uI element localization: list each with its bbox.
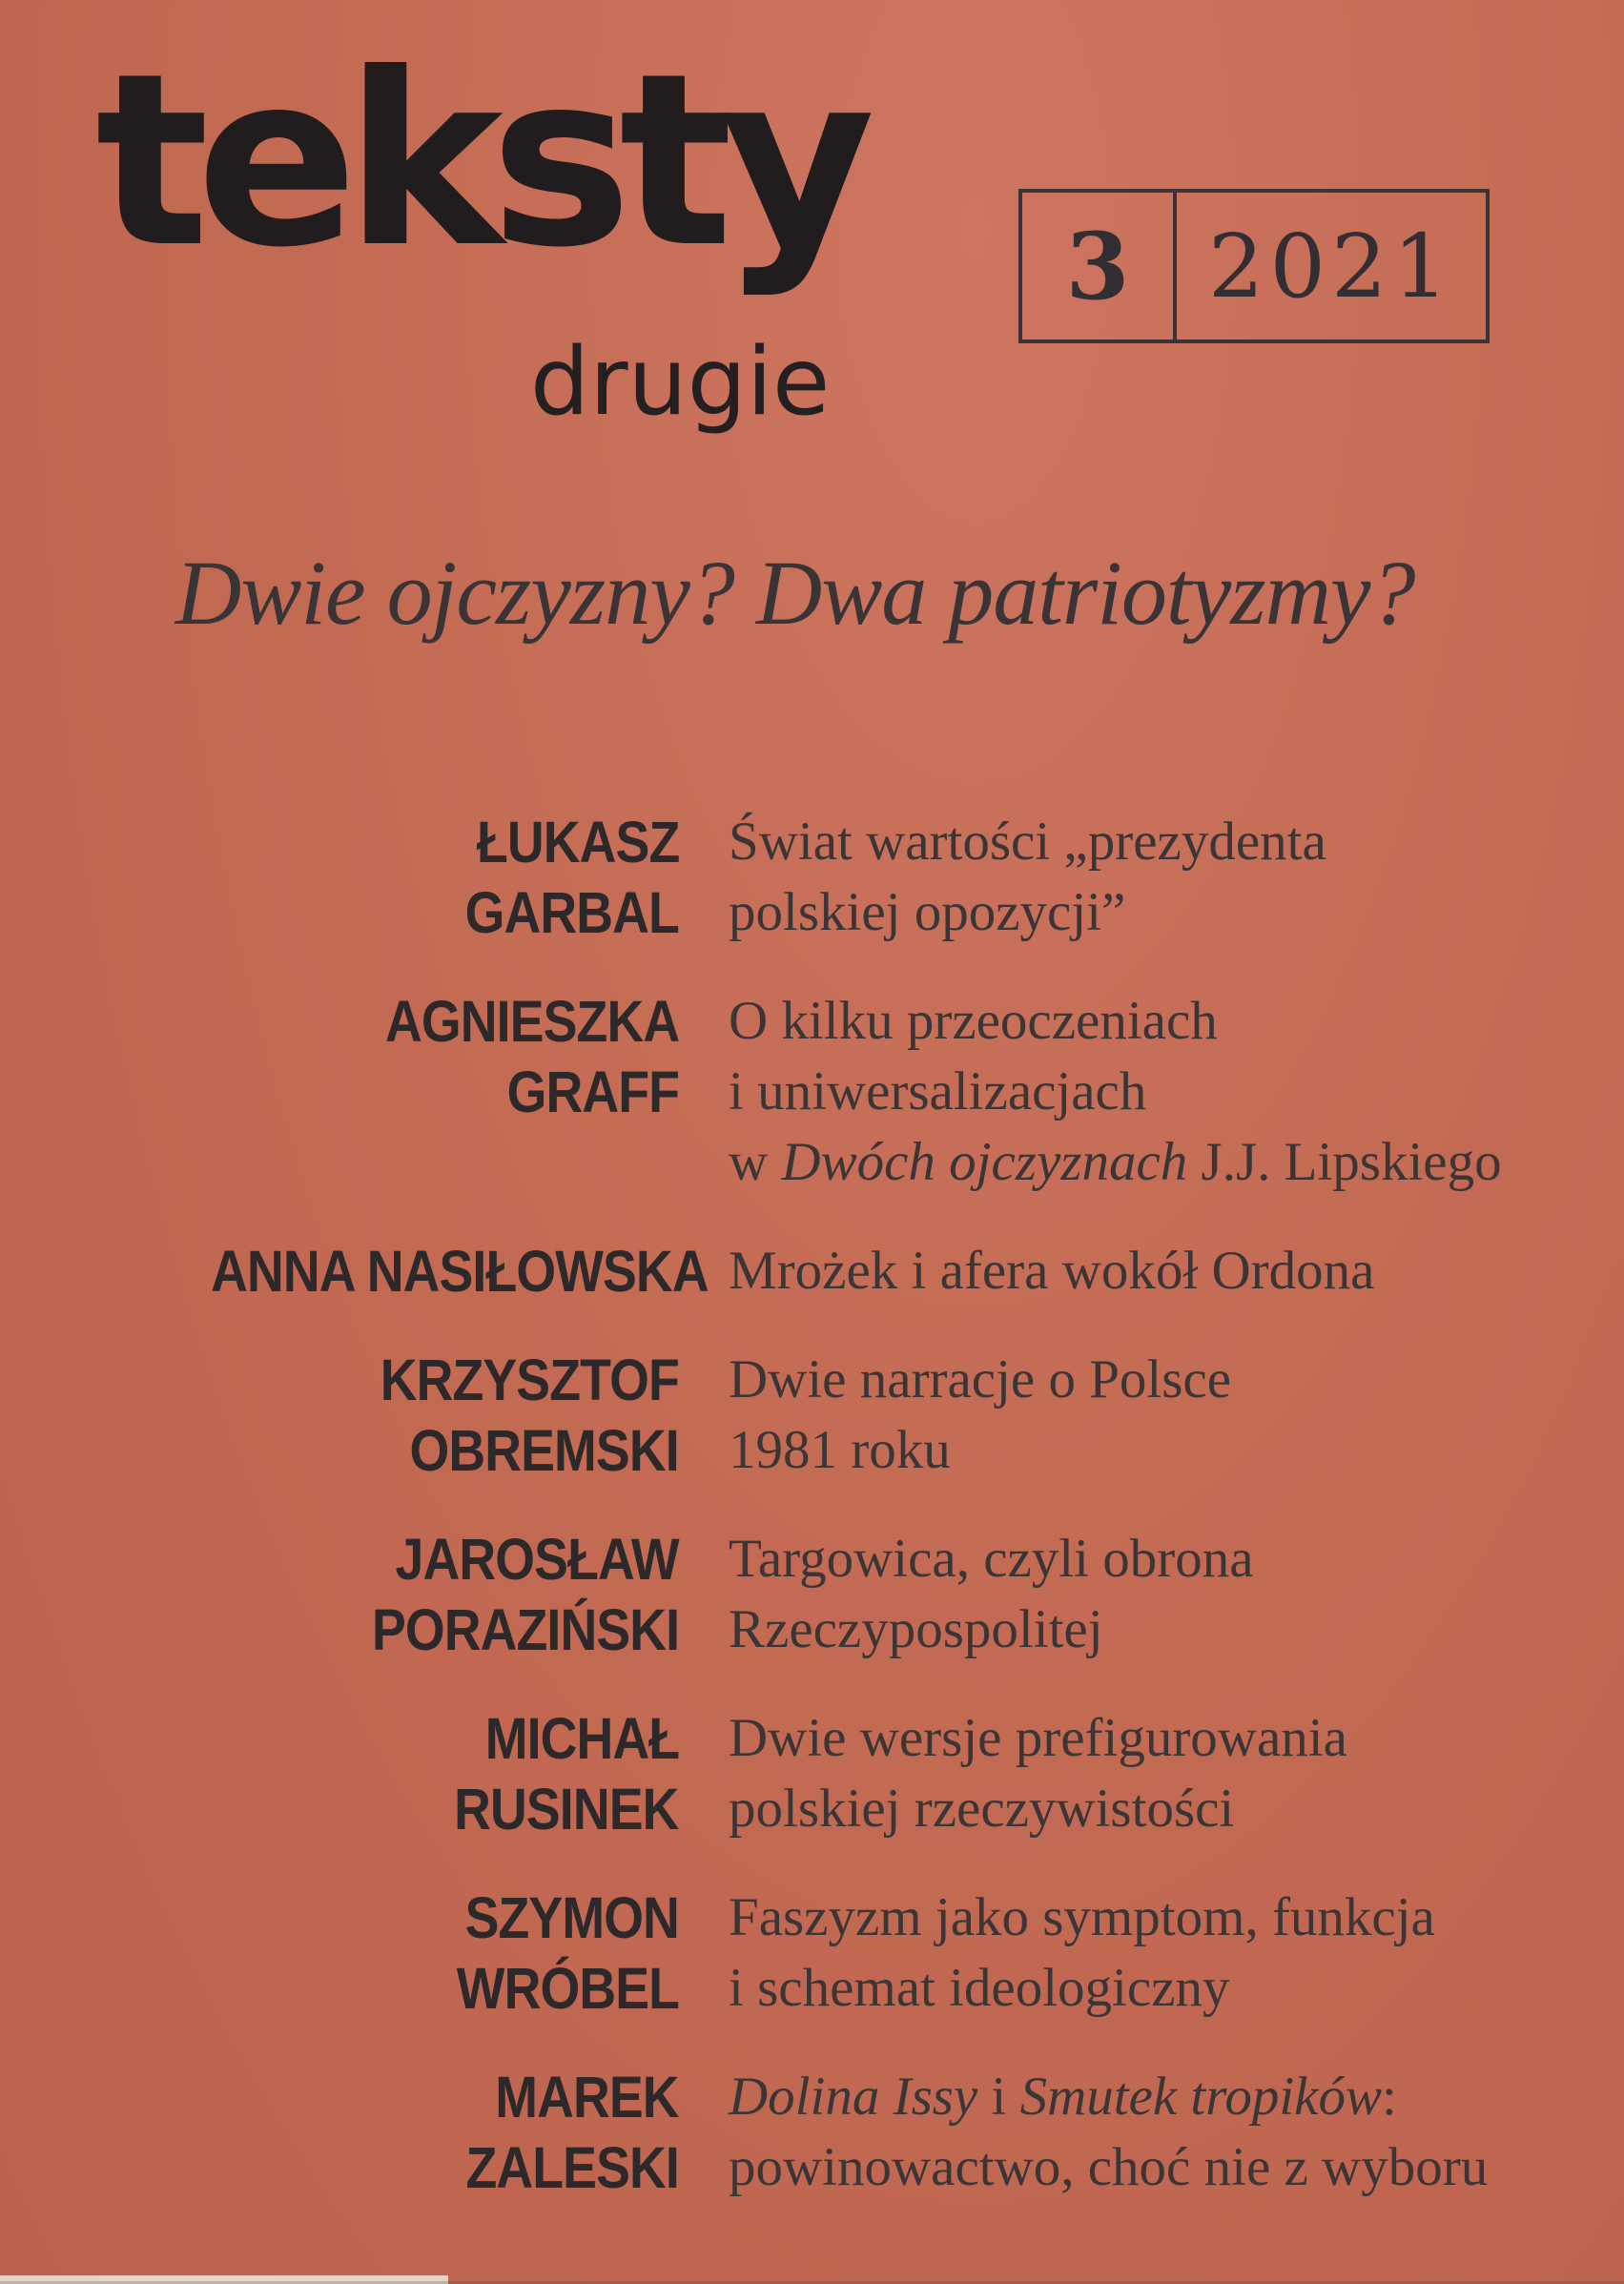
toc-author-line [143,1703,679,1774]
toc-title-line [729,1345,1490,1415]
toc-title [729,1524,1490,1665]
toc-author-line [143,1953,679,2024]
toc-title-line [729,1953,1490,2024]
toc-author-line [143,986,679,1057]
toc-entry [143,1703,1490,1844]
toc-author-line [143,1415,679,1486]
toc-entry [143,1883,1490,2024]
toc-author-text: MICHAŁ [484,1706,679,1771]
toc-title-segment: polskiej opozycji” [729,882,1126,942]
toc-author [143,2062,679,2203]
toc-author-text: OBREMSKI [409,1418,679,1483]
toc-title-line [729,986,1502,1057]
toc-title-segment: Faszyzm jako symptom, funkcja [729,1887,1435,1947]
toc-title [729,1883,1490,2024]
toc-title-line [729,1415,1490,1486]
issue-number: 3 [1022,193,1177,340]
issue-box [1018,189,1490,343]
toc-title-segment: Dwie wersje prefigurowania [729,1708,1347,1768]
toc-author-line [143,1524,679,1595]
toc-title [729,1703,1490,1844]
toc-entry [143,1524,1490,1665]
toc-author-line [143,2062,679,2132]
toc-author-text: MAREK [495,2065,679,2130]
toc-title-segment: i uniwersalizacjach [729,1061,1147,1121]
cover-heading: Dwie ojczyzny? Dwa patriotyzmy? [175,542,1415,644]
toc-author [143,1883,679,2024]
toc-author-line [143,1774,679,1844]
table-of-contents [143,807,1502,2203]
toc-title-line [729,807,1490,877]
toc-author [143,1236,709,1307]
toc-author-text: PORAZIŃSKI [371,1597,679,1662]
toc-title-line [729,1524,1490,1595]
toc-author-text: ŁUKASZ [476,810,679,875]
toc-title-segment: w [729,1132,782,1192]
toc-title-segment: J.J. Lipskiego [1187,1132,1502,1192]
toc-title-line [729,1236,1490,1307]
toc-author-line [143,1236,709,1307]
toc-author-text: KRZYSZTOF [380,1348,679,1412]
toc-title-segment: O kilku przeoczeniach [729,991,1218,1051]
toc-title-line [729,1703,1490,1774]
toc-author [143,1345,679,1486]
toc-author-line [143,1883,679,1953]
issue-year: 2021 [1207,215,1455,318]
toc-title-line [729,877,1490,948]
toc-author-line [143,807,679,877]
toc-title-segment: : [1381,2067,1397,2127]
toc-author [143,807,679,948]
toc-author-text: WRÓBEL [456,1956,679,2021]
toc-title-segment: i schemat ideologiczny [729,1958,1230,2018]
toc-author-text: GRAFF [506,1060,679,1124]
toc-author-text: SZYMON [464,1885,679,1950]
toc-author-line [143,1345,679,1415]
toc-title-segment: Dwie narracje o Polsce [729,1349,1232,1409]
toc-author-text: RUSINEK [454,1777,679,1842]
toc-title-line [729,2062,1490,2132]
toc-title-segment: Mrożek i afera wokół Ordona [729,1241,1375,1301]
toc-author-line [143,2132,679,2203]
toc-author-text: ANNA NASIŁOWSKA [211,1239,709,1304]
toc-title-line [729,2132,1490,2203]
toc-author [143,986,679,1198]
toc-title [729,1345,1490,1486]
toc-title-segment: Targowica, czyli obrona [729,1529,1254,1589]
toc-title-line [729,1883,1490,1953]
toc-author-line [143,877,679,948]
toc-author-text: ZALESKI [465,2135,679,2200]
toc-entry [143,1345,1490,1486]
toc-entry [143,2062,1490,2203]
toc-title-italic-segment: Dolina Issy [729,2067,978,2127]
journal-title-logo: teksty [95,22,863,299]
toc-title [729,986,1502,1198]
toc-author-line [143,1057,679,1127]
toc-title [729,1236,1490,1307]
toc-title-segment: 1981 roku [729,1420,951,1480]
toc-title-segment: Świat wartości „prezydenta [729,812,1326,872]
toc-author-line [143,1595,679,1665]
toc-title-segment: powinowactwo, choć nie z wyboru [729,2137,1489,2197]
toc-author-text: GARBAL [464,880,679,945]
toc-title-segment: i [977,2067,1020,2127]
toc-author [143,1524,679,1665]
toc-entry [143,807,1490,948]
toc-title-italic-segment: Smutek tropików [1019,2067,1382,2127]
toc-author [143,1703,679,1844]
journal-subtitle-logo: drugie [530,328,831,437]
toc-title-line [729,1595,1490,1665]
toc-title-segment: Rzeczypospolitej [729,1599,1103,1659]
toc-entry [143,1236,1490,1307]
toc-author-text: AGNIESZKA [384,989,679,1054]
toc-entry [143,986,1502,1198]
toc-title-line [729,1127,1502,1198]
toc-title-line [729,1057,1502,1127]
toc-title [729,2062,1490,2203]
toc-title-segment: polskiej rzeczywistości [729,1779,1235,1839]
toc-title [729,807,1490,948]
toc-title-italic-segment: Dwóch ojczyznach [781,1132,1188,1192]
toc-author-text: JAROSŁAW [395,1527,679,1592]
toc-title-line [729,1774,1490,1844]
